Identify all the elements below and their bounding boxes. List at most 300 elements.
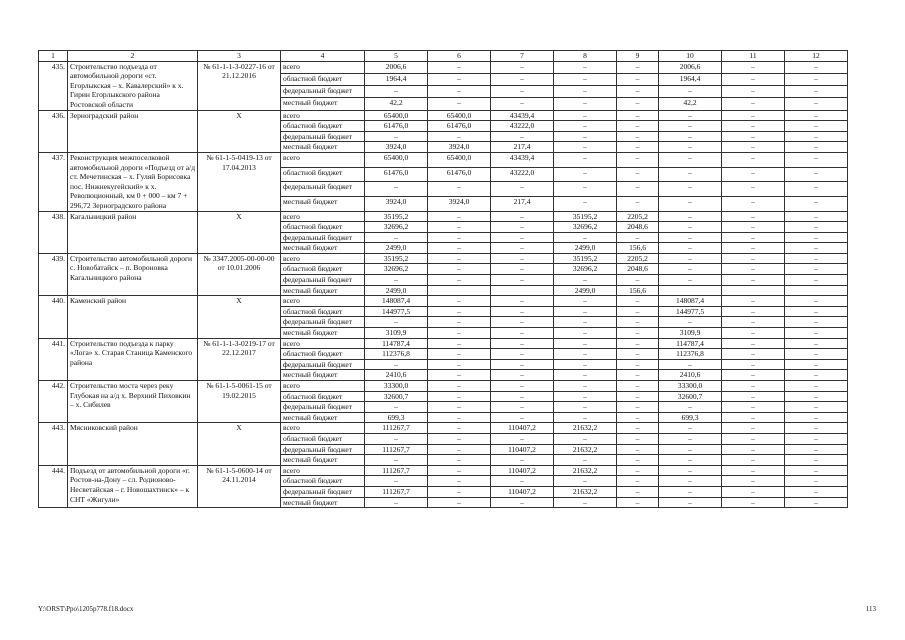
- amount-cell: –: [491, 296, 554, 307]
- amount-cell: –: [365, 232, 428, 243]
- amount-cell: –: [617, 152, 659, 167]
- amount-cell: 65400,0: [428, 110, 491, 121]
- amount-cell: –: [491, 306, 554, 317]
- amount-cell: –: [491, 433, 554, 444]
- amount-cell: –: [617, 73, 659, 85]
- amount-cell: 35195,2: [365, 211, 428, 222]
- amount-cell: –: [722, 497, 785, 508]
- funding-source: местный бюджет: [281, 328, 365, 339]
- funding-source: федеральный бюджет: [281, 486, 365, 497]
- budget-table: [38, 50, 848, 508]
- amount-cell: –: [428, 338, 491, 349]
- amount-cell: –: [617, 110, 659, 121]
- funding-source: федеральный бюджет: [281, 359, 365, 370]
- amount-cell: –: [428, 296, 491, 307]
- amount-cell: 1964,4: [365, 73, 428, 85]
- amount-cell: 42,2: [365, 98, 428, 110]
- amount-cell: –: [785, 412, 848, 423]
- amount-cell: –: [617, 423, 659, 434]
- funding-source: областной бюджет: [281, 264, 365, 275]
- amount-cell: –: [659, 317, 722, 328]
- amount-cell: –: [617, 402, 659, 413]
- amount-cell: –: [659, 433, 722, 444]
- amount-cell: –: [617, 338, 659, 349]
- amount-cell: –: [722, 465, 785, 476]
- amount-cell: –: [659, 232, 722, 243]
- amount-cell: –: [722, 275, 785, 286]
- amount-cell: –: [428, 359, 491, 370]
- amount-cell: –: [722, 167, 785, 182]
- amount-cell: 110407,2: [491, 444, 554, 455]
- amount-cell: –: [785, 317, 848, 328]
- funding-source: областной бюджет: [281, 167, 365, 182]
- column-number: 3: [198, 51, 281, 62]
- amount-cell: 3109,9: [365, 328, 428, 339]
- column-number: 1: [39, 51, 68, 62]
- amount-cell: –: [722, 306, 785, 317]
- row-number: 442.: [39, 381, 68, 423]
- funding-source: местный бюджет: [281, 285, 365, 296]
- amount-cell: –: [491, 455, 554, 466]
- amount-cell: –: [617, 476, 659, 487]
- amount-cell: –: [491, 232, 554, 243]
- amount-cell: –: [428, 275, 491, 286]
- amount-cell: –: [722, 121, 785, 132]
- amount-cell: –: [785, 152, 848, 167]
- amount-cell: 43222,0: [491, 121, 554, 132]
- amount-cell: –: [365, 402, 428, 413]
- document-number: № 61-1-5-0061-15 от 19.02.2015: [198, 381, 281, 423]
- amount-cell: –: [554, 317, 617, 328]
- amount-cell: –: [617, 381, 659, 392]
- amount-cell: –: [722, 328, 785, 339]
- amount-cell: –: [785, 486, 848, 497]
- object-name: Строительство моста через реку Глубокая на а/д х. Верхний Пиховкин – х. Сибилев: [68, 381, 198, 423]
- amount-cell: –: [365, 182, 428, 197]
- funding-source: всего: [281, 253, 365, 264]
- amount-cell: –: [785, 444, 848, 455]
- amount-cell: 148087,4: [659, 296, 722, 307]
- amount-cell: –: [428, 444, 491, 455]
- amount-cell: –: [659, 182, 722, 197]
- amount-cell: 2048,6: [617, 264, 659, 275]
- amount-cell: 2499,0: [554, 243, 617, 254]
- amount-cell: –: [617, 306, 659, 317]
- amount-cell: –: [491, 222, 554, 233]
- amount-cell: –: [722, 317, 785, 328]
- table-row: [39, 423, 848, 434]
- amount-cell: –: [785, 61, 848, 73]
- amount-cell: 33300,0: [365, 381, 428, 392]
- row-number: 440.: [39, 296, 68, 338]
- amount-cell: –: [617, 167, 659, 182]
- amount-cell: –: [785, 423, 848, 434]
- amount-cell: –: [722, 182, 785, 197]
- column-number: 5: [365, 51, 428, 62]
- row-number: 436.: [39, 110, 68, 152]
- amount-cell: 114787,4: [365, 338, 428, 349]
- amount-cell: –: [554, 232, 617, 243]
- amount-cell: –: [491, 253, 554, 264]
- amount-cell: 43439,4: [491, 152, 554, 167]
- row-number: 435.: [39, 61, 68, 110]
- amount-cell: –: [491, 370, 554, 381]
- amount-cell: 144977,5: [659, 306, 722, 317]
- object-name: Кагальницкий район: [68, 211, 198, 253]
- amount-cell: 217,4: [491, 196, 554, 211]
- row-number: 438.: [39, 211, 68, 253]
- amount-cell: –: [428, 370, 491, 381]
- amount-cell: 65400,0: [365, 152, 428, 167]
- amount-cell: –: [722, 359, 785, 370]
- amount-cell: [722, 285, 785, 296]
- amount-cell: –: [491, 264, 554, 275]
- amount-cell: 110407,2: [491, 486, 554, 497]
- amount-cell: –: [785, 182, 848, 197]
- row-number: 441.: [39, 338, 68, 380]
- amount-cell: 2499,0: [554, 285, 617, 296]
- amount-cell: –: [617, 61, 659, 73]
- amount-cell: –: [659, 167, 722, 182]
- amount-cell: –: [722, 222, 785, 233]
- amount-cell: –: [617, 497, 659, 508]
- amount-cell: –: [785, 121, 848, 132]
- amount-cell: 65400,0: [365, 110, 428, 121]
- funding-source: областной бюджет: [281, 476, 365, 487]
- amount-cell: 2006,6: [659, 61, 722, 73]
- funding-source: областной бюджет: [281, 306, 365, 317]
- amount-cell: 21632,2: [554, 423, 617, 434]
- funding-source: местный бюджет: [281, 243, 365, 254]
- amount-cell: 114787,4: [659, 338, 722, 349]
- amount-cell: –: [722, 412, 785, 423]
- row-number: 444.: [39, 465, 68, 507]
- amount-cell: –: [428, 349, 491, 360]
- amount-cell: 699,3: [365, 412, 428, 423]
- amount-cell: 156,6: [617, 243, 659, 254]
- amount-cell: 3924,0: [365, 142, 428, 153]
- amount-cell: –: [617, 296, 659, 307]
- column-number: 6: [428, 51, 491, 62]
- amount-cell: –: [659, 121, 722, 132]
- amount-cell: 111267,7: [365, 486, 428, 497]
- amount-cell: 2205,2: [617, 253, 659, 264]
- amount-cell: –: [428, 98, 491, 110]
- amount-cell: 35195,2: [554, 211, 617, 222]
- amount-cell: –: [428, 328, 491, 339]
- amount-cell: –: [491, 182, 554, 197]
- amount-cell: –: [617, 121, 659, 132]
- amount-cell: –: [554, 121, 617, 132]
- amount-cell: –: [617, 131, 659, 142]
- column-number: 11: [722, 51, 785, 62]
- amount-cell: 42,2: [659, 98, 722, 110]
- amount-cell: –: [722, 131, 785, 142]
- amount-cell: [659, 285, 722, 296]
- amount-cell: 61476,0: [365, 167, 428, 182]
- funding-source: всего: [281, 211, 365, 222]
- amount-cell: –: [722, 152, 785, 167]
- amount-cell: –: [428, 131, 491, 142]
- amount-cell: –: [617, 465, 659, 476]
- amount-cell: –: [491, 349, 554, 360]
- amount-cell: –: [617, 98, 659, 110]
- amount-cell: 110407,2: [491, 423, 554, 434]
- amount-cell: –: [428, 222, 491, 233]
- amount-cell: –: [617, 349, 659, 360]
- amount-cell: –: [428, 412, 491, 423]
- amount-cell: –: [491, 328, 554, 339]
- amount-cell: –: [785, 455, 848, 466]
- funding-source: местный бюджет: [281, 142, 365, 153]
- amount-cell: –: [491, 61, 554, 73]
- amount-cell: –: [554, 455, 617, 466]
- document-number: № 61-1-5-0419-13 от 17.04.2013: [198, 152, 281, 211]
- amount-cell: –: [722, 142, 785, 153]
- funding-source: федеральный бюджет: [281, 402, 365, 413]
- amount-cell: 699,3: [659, 412, 722, 423]
- amount-cell: –: [428, 243, 491, 254]
- amount-cell: –: [722, 110, 785, 121]
- amount-cell: 61476,0: [428, 167, 491, 182]
- amount-cell: –: [365, 317, 428, 328]
- amount-cell: –: [785, 110, 848, 121]
- amount-cell: –: [428, 253, 491, 264]
- amount-cell: –: [491, 86, 554, 98]
- amount-cell: –: [428, 86, 491, 98]
- table-row: [39, 296, 848, 307]
- funding-source: всего: [281, 465, 365, 476]
- amount-cell: –: [659, 131, 722, 142]
- object-name: Каменский район: [68, 296, 198, 338]
- amount-cell: –: [491, 412, 554, 423]
- amount-cell: –: [785, 167, 848, 182]
- amount-cell: [491, 285, 554, 296]
- object-name: Зерноградский район: [68, 110, 198, 152]
- amount-cell: –: [617, 455, 659, 466]
- amount-cell: –: [491, 98, 554, 110]
- amount-cell: –: [659, 211, 722, 222]
- amount-cell: –: [365, 86, 428, 98]
- amount-cell: 33300,0: [659, 381, 722, 392]
- amount-cell: –: [659, 423, 722, 434]
- amount-cell: –: [554, 412, 617, 423]
- amount-cell: –: [365, 131, 428, 142]
- amount-cell: –: [554, 86, 617, 98]
- amount-cell: –: [617, 196, 659, 211]
- amount-cell: –: [617, 391, 659, 402]
- column-number: 12: [785, 51, 848, 62]
- amount-cell: –: [554, 275, 617, 286]
- amount-cell: 111267,7: [365, 465, 428, 476]
- funding-source: федеральный бюджет: [281, 444, 365, 455]
- amount-cell: –: [659, 497, 722, 508]
- amount-cell: –: [785, 338, 848, 349]
- amount-cell: –: [659, 142, 722, 153]
- amount-cell: –: [491, 275, 554, 286]
- table-row: [39, 253, 848, 264]
- funding-source: федеральный бюджет: [281, 182, 365, 197]
- document-number: № 61-1-5-0600-14 от 24.11.2014: [198, 465, 281, 507]
- amount-cell: –: [722, 243, 785, 254]
- table-body: [39, 51, 848, 508]
- amount-cell: –: [617, 433, 659, 444]
- amount-cell: –: [365, 433, 428, 444]
- amount-cell: 21632,2: [554, 486, 617, 497]
- amount-cell: –: [365, 359, 428, 370]
- funding-source: областной бюджет: [281, 433, 365, 444]
- amount-cell: 21632,2: [554, 444, 617, 455]
- funding-source: федеральный бюджет: [281, 131, 365, 142]
- amount-cell: –: [617, 317, 659, 328]
- funding-source: местный бюджет: [281, 497, 365, 508]
- funding-source: всего: [281, 338, 365, 349]
- amount-cell: –: [554, 338, 617, 349]
- funding-source: всего: [281, 61, 365, 73]
- amount-cell: –: [659, 86, 722, 98]
- amount-cell: –: [365, 455, 428, 466]
- amount-cell: –: [428, 497, 491, 508]
- amount-cell: 2048,6: [617, 222, 659, 233]
- amount-cell: –: [659, 222, 722, 233]
- amount-cell: –: [785, 370, 848, 381]
- amount-cell: –: [554, 402, 617, 413]
- amount-cell: –: [659, 110, 722, 121]
- document-number: Х: [198, 211, 281, 253]
- amount-cell: 3924,0: [428, 142, 491, 153]
- amount-cell: –: [491, 243, 554, 254]
- amount-cell: –: [428, 232, 491, 243]
- table-row: [39, 152, 848, 167]
- amount-cell: –: [785, 211, 848, 222]
- amount-cell: –: [554, 328, 617, 339]
- funding-source: областной бюджет: [281, 121, 365, 132]
- amount-cell: –: [785, 381, 848, 392]
- amount-cell: –: [722, 253, 785, 264]
- amount-cell: –: [722, 264, 785, 275]
- amount-cell: –: [554, 131, 617, 142]
- table-row: [39, 61, 848, 73]
- amount-cell: –: [785, 222, 848, 233]
- amount-cell: –: [659, 152, 722, 167]
- amount-cell: 2410,6: [659, 370, 722, 381]
- object-name: Строительство подъезда от автомобильной дороги «ст. Егорлыкская – х. Кавалерский» к х. Гирин Егорлыкского района Ростовской области: [68, 61, 198, 110]
- funding-source: областной бюджет: [281, 391, 365, 402]
- amount-cell: 3924,0: [365, 196, 428, 211]
- amount-cell: –: [428, 73, 491, 85]
- document-number: № 61-1-1-3-0219-17 от 22.12.2017: [198, 338, 281, 380]
- amount-cell: –: [428, 391, 491, 402]
- amount-cell: –: [722, 402, 785, 413]
- amount-cell: 32696,2: [365, 264, 428, 275]
- amount-cell: –: [428, 465, 491, 476]
- amount-cell: 2499,0: [365, 285, 428, 296]
- amount-cell: –: [785, 86, 848, 98]
- amount-cell: –: [785, 402, 848, 413]
- funding-source: местный бюджет: [281, 455, 365, 466]
- amount-cell: 2410,6: [365, 370, 428, 381]
- amount-cell: –: [617, 412, 659, 423]
- amount-cell: –: [722, 455, 785, 466]
- amount-cell: –: [785, 306, 848, 317]
- column-number: 10: [659, 51, 722, 62]
- amount-cell: –: [785, 275, 848, 286]
- amount-cell: –: [428, 317, 491, 328]
- amount-cell: 217,4: [491, 142, 554, 153]
- amount-cell: –: [428, 476, 491, 487]
- table-row: [39, 338, 848, 349]
- amount-cell: –: [491, 131, 554, 142]
- amount-cell: 110407,2: [491, 465, 554, 476]
- amount-cell: –: [722, 196, 785, 211]
- object-name: Реконструкция межпоселковой автомобильной дороги «Подъезд от а/д ст. Мечетинская – х. Гуляй Борисовка пос. Нижнекугейский» к х. Революционный, км 0 + 000 – км 7 + 296,72 Зерноградского района: [68, 152, 198, 211]
- amount-cell: –: [491, 73, 554, 85]
- amount-cell: 156,6: [617, 285, 659, 296]
- funding-source: федеральный бюджет: [281, 317, 365, 328]
- amount-cell: –: [785, 476, 848, 487]
- object-name: Подъезд от автомобильной дороги «г. Ростов-на-Дону – сл. Родионово-Несветайская – г. Новошахтинск» – к СНТ «Жигули»: [68, 465, 198, 507]
- amount-cell: 65400,0: [428, 152, 491, 167]
- amount-cell: 144977,5: [365, 306, 428, 317]
- amount-cell: 3109,9: [659, 328, 722, 339]
- amount-cell: –: [659, 476, 722, 487]
- amount-cell: –: [554, 196, 617, 211]
- amount-cell: –: [785, 328, 848, 339]
- amount-cell: –: [554, 391, 617, 402]
- funding-source: всего: [281, 423, 365, 434]
- row-number: 439.: [39, 253, 68, 295]
- amount-cell: 2499,0: [365, 243, 428, 254]
- funding-source: всего: [281, 381, 365, 392]
- amount-cell: 3924,0: [428, 196, 491, 211]
- amount-cell: 112376,8: [365, 349, 428, 360]
- amount-cell: –: [659, 444, 722, 455]
- amount-cell: 43222,0: [491, 167, 554, 182]
- amount-cell: –: [722, 232, 785, 243]
- amount-cell: 2205,2: [617, 211, 659, 222]
- funding-source: областной бюджет: [281, 73, 365, 85]
- amount-cell: –: [554, 497, 617, 508]
- amount-cell: –: [722, 86, 785, 98]
- row-number: 443.: [39, 423, 68, 465]
- amount-cell: –: [722, 444, 785, 455]
- amount-cell: –: [428, 486, 491, 497]
- amount-cell: 32600,7: [659, 391, 722, 402]
- amount-cell: –: [365, 497, 428, 508]
- amount-cell: 32696,2: [365, 222, 428, 233]
- amount-cell: –: [785, 253, 848, 264]
- amount-cell: –: [722, 381, 785, 392]
- object-name: Мясниковский район: [68, 423, 198, 465]
- amount-cell: –: [617, 232, 659, 243]
- amount-cell: –: [659, 402, 722, 413]
- amount-cell: –: [785, 349, 848, 360]
- amount-cell: –: [428, 211, 491, 222]
- amount-cell: –: [659, 243, 722, 254]
- column-number: 9: [617, 51, 659, 62]
- amount-cell: –: [785, 497, 848, 508]
- document-number: Х: [198, 423, 281, 465]
- amount-cell: 21632,2: [554, 465, 617, 476]
- amount-cell: –: [428, 61, 491, 73]
- amount-cell: –: [554, 167, 617, 182]
- amount-cell: 111267,7: [365, 423, 428, 434]
- amount-cell: –: [785, 196, 848, 211]
- amount-cell: –: [722, 486, 785, 497]
- document-number: № 3347.2005-00-00-00 от 10.01.2006: [198, 253, 281, 295]
- amount-cell: –: [617, 86, 659, 98]
- amount-cell: –: [617, 182, 659, 197]
